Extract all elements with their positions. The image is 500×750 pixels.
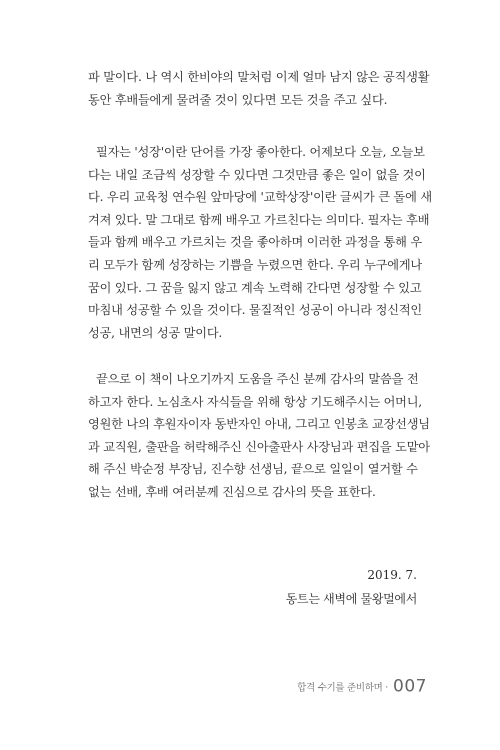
paragraph-3-line-4: 과 교직원, 출판을 허락해주신 신아출판사 사장님과 편집을 도맡아 [88, 439, 430, 454]
page-footer [297, 676, 427, 697]
signature-date: 2019. 7. [367, 568, 417, 582]
paragraph-3 [88, 368, 430, 504]
paragraph-2-line-1: 필자는 '성장'이란 단어를 가장 좋아한다. 어제보다 오늘, 오늘보 [96, 145, 425, 159]
page-number: 007 [393, 676, 427, 697]
paragraph-2-line-9: 성공, 내면의 성공 말이다. [88, 325, 223, 340]
paragraph-1-line-2: 동안 후배들에게 물려줄 것이 있다면 모든 것을 주고 싶다. [88, 92, 388, 107]
paragraph-2-line-7: 꿈이 있다. 그 꿈을 잃지 않고 계속 노력해 간다면 성장할 수 있고 [88, 280, 422, 295]
paragraph-2-line-6: 리 모두가 함께 성장하는 기쁨을 누렸으면 한다. 우리 누구에게나 [88, 257, 422, 272]
paragraph-2-line-2: 다는 내일 조금씩 성장할 수 있다면 그것만큼 좋은 일이 없을 것이 [88, 167, 426, 182]
paragraph-1-line-1: 파 말이다. 나 역시 한비야의 말처럼 이제 얼마 남지 않은 공직생활 [88, 70, 430, 84]
running-title: 합격 수기를 준비하며 · [297, 682, 388, 694]
paragraph-2-line-5: 들과 함께 배우고 가르치는 것을 좋아하며 이러한 과정을 통해 우 [88, 235, 422, 250]
paragraph-3-line-3: 영원한 나의 후원자이자 동반자인 아내, 그리고 인봉초 교장선생님 [88, 417, 430, 432]
paragraph-2-line-3: 다. 우리 교육청 연수원 앞마당에 '교학상장'이란 글씨가 큰 돌에 새 [88, 190, 432, 205]
paragraph-2 [88, 141, 432, 344]
paragraph-1 [88, 66, 430, 111]
paragraph-3-line-2: 하고자 한다. 노심초사 자식들을 위해 항상 기도해주시는 어머니, [88, 394, 422, 409]
paragraph-3-line-6: 없는 선배, 후배 여러분께 진심으로 감사의 뜻을 표한다. [88, 484, 376, 499]
paragraph-3-line-1: 끝으로 이 책이 나오기까지 도움을 주신 분께 감사의 말씀을 전 [96, 372, 419, 386]
paragraph-3-line-5: 해 주신 박순정 부장님, 진수향 선생님, 끝으로 일일이 열거할 수 [88, 462, 418, 477]
paragraph-2-line-8: 마침내 성공할 수 있을 것이다. 물질적인 성공이 아니라 정신적인 [88, 303, 422, 318]
paragraph-2-line-4: 겨져 있다. 말 그대로 함께 배우고 가르친다는 의미다. 필자는 후배 [88, 212, 430, 227]
signature-place: 동트는 새벽에 물왕멀에서 [285, 592, 417, 606]
